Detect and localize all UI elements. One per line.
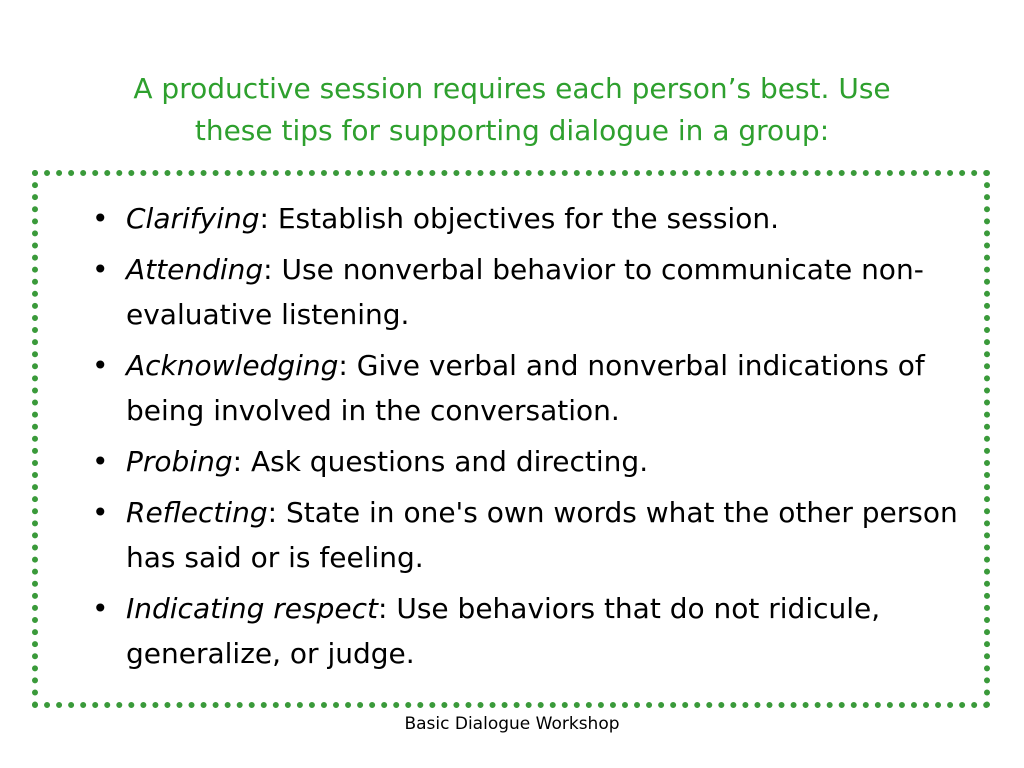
tip-separator: :	[267, 496, 287, 529]
slide-title	[90, 68, 934, 152]
bullet-icon: •	[92, 202, 109, 235]
tips-list	[92, 196, 972, 682]
tip-separator: :	[338, 349, 357, 382]
tip-text: Use behaviors that do not ridicule, generalize, or judge.	[126, 592, 881, 670]
bullet-icon: •	[92, 349, 109, 382]
tip-separator: :	[378, 592, 397, 625]
tip-separator: :	[263, 253, 282, 286]
tip-text: Give verbal and nonverbal indications of being involved in the conversation.	[126, 349, 925, 427]
bullet-icon: •	[92, 496, 109, 529]
tip-term: Indicating respect	[126, 592, 378, 625]
bullet-icon: •	[92, 253, 109, 286]
tip-text: Establish objectives for the session.	[277, 202, 779, 235]
bullet-icon: •	[92, 592, 109, 625]
tip-term: Acknowledging	[126, 349, 339, 382]
tip-term: Probing	[126, 445, 233, 478]
tip-term: Clarifying	[126, 202, 260, 235]
tip-item-indicating-respect	[92, 586, 972, 676]
tip-term: Attending	[126, 253, 264, 286]
tip-separator: :	[232, 445, 251, 478]
tip-item-acknowledging	[92, 343, 972, 433]
tip-term: Reflecting	[126, 496, 268, 529]
tip-text: Ask questions and directing.	[250, 445, 649, 478]
tip-text: State in one's own words what the other person has said or is feeling.	[126, 496, 958, 574]
tip-item-probing	[92, 439, 972, 484]
tip-item-clarifying	[92, 196, 972, 241]
slide-title-line-1: A productive session requires each person’s best. Use	[133, 72, 891, 105]
tip-separator: :	[259, 202, 278, 235]
tip-item-attending	[92, 247, 972, 337]
slide-footer: Basic Dialogue Workshop	[404, 714, 620, 734]
tip-text: Use nonverbal behavior to communicate non-evaluative listening.	[126, 253, 924, 331]
tip-item-reflecting	[92, 490, 972, 580]
slide-title-line-2: these tips for supporting dialogue in a group:	[194, 114, 830, 147]
bullet-icon: •	[92, 445, 109, 478]
